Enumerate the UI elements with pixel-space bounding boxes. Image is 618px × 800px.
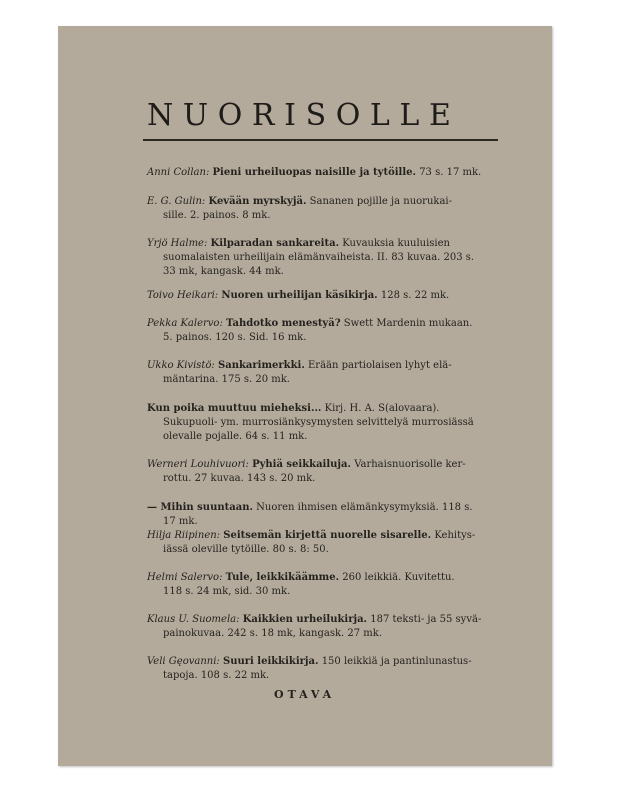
- book-description: Kehitys-: [434, 530, 476, 541]
- book-description: 128 s. 22 mk.: [380, 290, 450, 301]
- book-description: Kirj. H. A. S(alovaara).: [324, 403, 440, 414]
- book-entry-line: [147, 613, 497, 627]
- book-entry-line: [147, 571, 497, 585]
- book-title: — Mihin suuntaan.: [147, 502, 253, 513]
- book-entry-line: [147, 265, 497, 279]
- book-entry-line: [147, 209, 497, 223]
- book-author: Yrjö Halme:: [147, 238, 208, 249]
- heading-rule: [143, 139, 498, 141]
- book-entry-line: [147, 373, 497, 387]
- book-entry-line: [147, 317, 497, 331]
- book-description: sille. 2. painos. 8 mk.: [163, 210, 271, 221]
- book-entry-line: [147, 251, 497, 265]
- book-entry: [147, 289, 497, 303]
- book-description: 260 leikkiä. Kuvitettu.: [342, 572, 455, 583]
- book-description: 150 leikkiä ja pantinlunastus-: [321, 656, 472, 667]
- book-description: 73 s. 17 mk.: [419, 167, 482, 178]
- book-entry-line: [147, 472, 497, 486]
- book-entry-line: [147, 501, 497, 515]
- book-title: Nuoren urheilijan käsikirja.: [221, 290, 378, 301]
- book-author: Veli Gęovanni:: [147, 656, 220, 667]
- book-description: olevalle pojalle. 64 s. 11 mk.: [163, 431, 308, 442]
- book-author: Ukko Kivistö:: [147, 360, 215, 371]
- book-entry-line: [147, 543, 497, 557]
- book-entry-line: [147, 416, 497, 430]
- book-author: Toivo Heikari:: [147, 290, 219, 301]
- book-entry-line: [147, 237, 497, 251]
- book-title: Kilparadan sankareita.: [210, 238, 340, 249]
- book-title: Pyhiä seikkailuja.: [252, 459, 351, 470]
- book-entry: [147, 501, 497, 529]
- book-author: Helmi Salervo:: [147, 572, 223, 583]
- book-entry: [147, 613, 497, 641]
- book-description: Nuoren ihmisen elämänkysymyksiä. 118 s.: [256, 502, 473, 513]
- book-title: Tule, leikkikäämme.: [225, 572, 340, 583]
- book-entry-line: [147, 166, 497, 180]
- book-title: Pieni urheiluopas naisille ja tytöille.: [212, 167, 416, 178]
- book-title: Sankarimerkki.: [218, 360, 305, 371]
- book-title: Tahdotko menestyä?: [226, 318, 341, 329]
- book-entry: [147, 359, 497, 387]
- book-entry: [147, 571, 497, 599]
- book-author: Anni Collan:: [147, 167, 210, 178]
- book-entry-line: [147, 669, 497, 683]
- book-description: painokuvaa. 242 s. 18 mk, kangask. 27 mk.: [163, 628, 383, 639]
- book-entry-line: [147, 331, 497, 345]
- book-title: Seitsemän kirjettä nuorelle sisarelle.: [223, 530, 432, 541]
- book-description: Sukupuoli- ym. murrosiänkysymysten selvittelyä murrosiässä: [163, 417, 474, 428]
- book-entry: [147, 195, 497, 223]
- book-entry-line: [147, 289, 497, 303]
- book-entry-line: [147, 529, 497, 543]
- book-entry-line: [147, 515, 497, 529]
- book-description: 187 teksti- ja 55 syvä-: [370, 614, 482, 625]
- book-title: Kun poika muuttuu mieheksi...: [147, 403, 322, 414]
- book-author: Werneri Louhivuori:: [147, 459, 249, 470]
- book-entry-line: [147, 655, 497, 669]
- book-description: iässä oleville tytöille. 80 s. 8: 50.: [163, 544, 329, 555]
- book-entry: [147, 317, 497, 345]
- book-title: Kevään myrskyjä.: [208, 196, 307, 207]
- book-entry: [147, 529, 497, 557]
- book-description: Swett Mardenin mukaan.: [343, 318, 473, 329]
- publisher-name: OTAVA: [274, 688, 336, 701]
- book-description: 5. painos. 120 s. Sid. 16 mk.: [163, 332, 307, 343]
- book-entry: [147, 402, 497, 444]
- book-description: Varhaisnuorisolle ker-: [354, 459, 466, 470]
- book-entry-line: [147, 195, 497, 209]
- book-description: 33 mk, kangask. 44 mk.: [163, 266, 284, 277]
- book-entry-line: [147, 430, 497, 444]
- book-description: rottu. 27 kuvaa. 143 s. 20 mk.: [163, 473, 316, 484]
- book-description: 17 mk.: [163, 516, 198, 527]
- book-description: suomalaisten urheilijain elämänvaiheista. II. 83 kuvaa. 203 s.: [163, 252, 475, 263]
- book-author: Pekka Kalervo:: [147, 318, 223, 329]
- book-entry: [147, 458, 497, 486]
- book-description: Erään partiolaisen lyhyt elä-: [307, 360, 452, 371]
- book-description: mäntarina. 175 s. 20 mk.: [163, 374, 290, 385]
- book-entry: [147, 655, 497, 683]
- book-entry-line: [147, 627, 497, 641]
- book-author: Klaus U. Suomela:: [147, 614, 240, 625]
- book-description: 118 s. 24 mk, sid. 30 mk.: [163, 586, 291, 597]
- book-entry-line: [147, 402, 497, 416]
- book-entry: [147, 166, 497, 180]
- book-entry-line: [147, 585, 497, 599]
- book-entry: [147, 237, 497, 279]
- book-title: Kaikkien urheilukirja.: [242, 614, 368, 625]
- page-heading: NUORISOLLE: [147, 98, 461, 133]
- book-author: Hilja Riipinen:: [147, 530, 221, 541]
- book-entry-line: [147, 458, 497, 472]
- book-title: Suuri leikkikirja.: [222, 656, 319, 667]
- book-description: Kuvauksia kuuluisien: [342, 238, 450, 249]
- book-author: E. G. Gulin:: [147, 196, 206, 207]
- book-description: tapoja. 108 s. 22 mk.: [163, 670, 270, 681]
- book-entry-line: [147, 359, 497, 373]
- book-description: Sananen pojille ja nuorukai-: [309, 196, 452, 207]
